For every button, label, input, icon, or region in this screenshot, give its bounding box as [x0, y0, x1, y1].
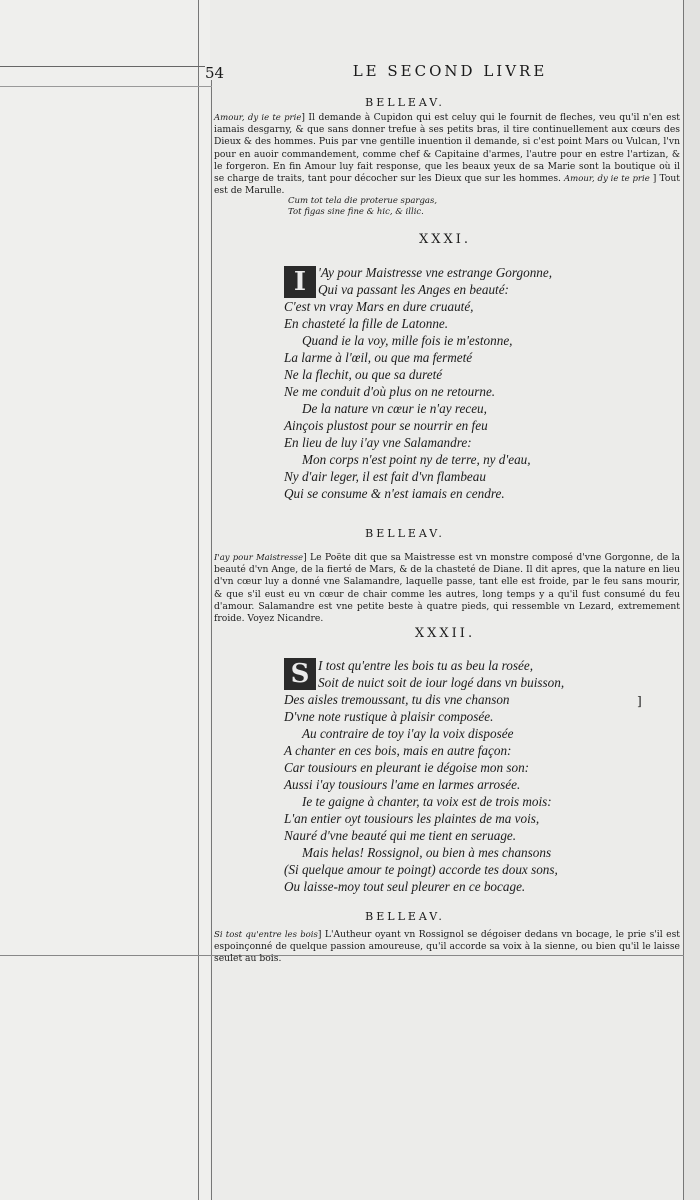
sonnet-31-text [284, 264, 584, 502]
latin-line: Cum tot tela die proterue spargas, [288, 196, 438, 206]
verse-line: Ne me conduit d'où plus on ne retourne. [284, 384, 496, 399]
verse-line: La larme à l'œil, ou que ma fermeté [284, 350, 473, 365]
verse-line: Des aisles tremoussant, tu dis vne chanson [284, 692, 510, 707]
sonnet-number-32: XXXII. [414, 626, 476, 641]
verse-line: I tost qu'entre les bois tu as beu la rosée, [318, 658, 534, 673]
commentary-paragraph-3 [214, 929, 680, 966]
verse-line: Soit de nuict soit de iour logé dans vn buisson, [318, 675, 565, 690]
verse-line: Qui va passant les Anges en beauté: [318, 282, 509, 297]
verse-line: Ie te gaigne à chanter, ta voix est de trois mois: [302, 794, 552, 809]
verse-line: Au contraire de toy i'ay la voix disposée [302, 726, 514, 741]
verse-line: C'est vn vray Mars en dure cruauté, [284, 299, 474, 314]
commentary-heading-2: BELLEAV. [365, 527, 445, 540]
commentary-paragraph-1 [214, 112, 680, 197]
verse-line: 'Ay pour Maistresse vne estrange Gorgonne, [318, 265, 553, 280]
binding-line-left [198, 0, 199, 1200]
verse-line: Mais helas! Rossignol, ou bien à mes chansons [302, 845, 552, 860]
commentary-heading-3: BELLEAV. [365, 910, 445, 923]
verse-line: Ny d'air leger, il est fait d'vn flambeau [284, 469, 486, 484]
verse-line: Ne la flechit, ou que sa dureté [284, 367, 443, 382]
binding-line-mid [211, 80, 212, 1200]
commentary-text-3: ] L'Autheur oyant vn Rossignol se dégoiser dedans vn bocage, le prie s'il est espoinçonné de quelque passion amoureuse, qu'il accorde sa voix à la sienne, ou bien qu'il le laisse seulet au bois. [214, 929, 680, 965]
verse-line: (Si quelque amour te poingt) accorde tes doux sons, [284, 862, 558, 877]
verse-line: Ou laisse-moy tout seul pleurer en ce bocage. [284, 879, 526, 894]
page-number: 54 [205, 64, 225, 82]
commentary-lemma-3: Si tost qu'entre les bois [214, 930, 318, 940]
verse-line: En lieu de luy i'ay vne Salamandre: [284, 435, 472, 450]
left-margin [0, 0, 210, 1200]
commentary-text-2: ] Le Poëte dit que sa Maistresse est vn monstre composé d'vne Gorgonne, de la beauté d'vn Ange, de la fierté de Mars, & de la chasteté de Diane. Il dit apres, que la nature en lieu d'vn cœur luy a donné vne Salamandre, laquelle passe, tant elle est froide, par le feu sans mourir, & que s'il eust eu vn cœur de chair comme les autres, long temps y a qu'il fust consumé du feu d'amour. Salamandre est vne petite beste à quatre pieds, qui ressemble vn Lezard, extremement froide. Voyez Nicandre. [214, 552, 680, 625]
sonnet-number-31: XXXI. [418, 232, 472, 247]
stray-bracket-mark: ] [637, 694, 642, 708]
commentary-lemma-1b: Amour, dy ie te prie [564, 174, 650, 185]
commentary-heading-1: BELLEAV. [365, 96, 445, 109]
verse-line: Qui se consume & n'est iamais en cendre. [284, 486, 505, 501]
verse-line: De la nature vn cœur ie n'ay receu, [302, 401, 487, 416]
verse-line: Quand ie la voy, mille fois ie m'estonne, [302, 333, 513, 348]
commentary-text-1b: ] Tout est de Marulle. [214, 173, 680, 197]
right-margin [684, 0, 700, 1200]
verse-line: En chasteté la fille de Latonne. [284, 316, 449, 331]
verse-line: D'vne note rustique à plaisir composée. [284, 709, 494, 724]
binding-line-right [683, 0, 684, 1200]
ornamental-initial-s: S [284, 658, 316, 690]
top-rule [0, 66, 205, 67]
verse-line: Car tousiours en pleurant ie dégoise mon son: [284, 760, 530, 775]
verse-line: A chanter en ces bois, mais en autre façon: [284, 743, 512, 758]
commentary-lemma-2: I'ay pour Maistresse [214, 553, 304, 563]
commentary-lemma-1: Amour, dy ie te prie [214, 113, 302, 123]
commentary-text-1: ] Il demande à Cupidon qui est celuy qui le fournit de fleches, veu qu'il n'en est iamais desgarny, & que sans donner trefue à ses petits bras, il tire continuellement aux cœurs des Dieux & des hommes. Puis par vne gentille inuention il demande, si c'est point Mars ou Vulcan, l'vn pour en auoir commandement, comme chef & Capitaine d'armes, l'autre pour en estre l'artizan, & le forgeron. En fin Amour luy fait response, que les beaux yeux de sa Marie sont la boutique où il se charge de traits, tant pour décocher sur les Dieux que sur les hommes. [214, 112, 680, 185]
running-head: LE SECOND LIVRE [352, 62, 548, 80]
verse-line: Ainçois plustost pour se nourrir en feu [284, 418, 488, 433]
sonnet-32-text [284, 657, 584, 895]
verse-line: Aussi i'ay tousiours l'ame en larmes arrosée. [284, 777, 521, 792]
latin-line: Tot figas sine fine & hic, & illic. [288, 207, 424, 217]
top-rule-2 [0, 86, 212, 87]
latin-quotation [288, 196, 488, 218]
verse-line: Mon corps n'est point ny de terre, ny d'eau, [302, 452, 531, 467]
commentary-paragraph-2 [214, 552, 680, 625]
ornamental-initial-i: I [284, 266, 316, 298]
verse-line: Nauré d'vne beauté qui me tient en seruage. [284, 828, 517, 843]
verse-line: L'an entier oyt tousiours les plaintes de ma vois, [284, 811, 540, 826]
